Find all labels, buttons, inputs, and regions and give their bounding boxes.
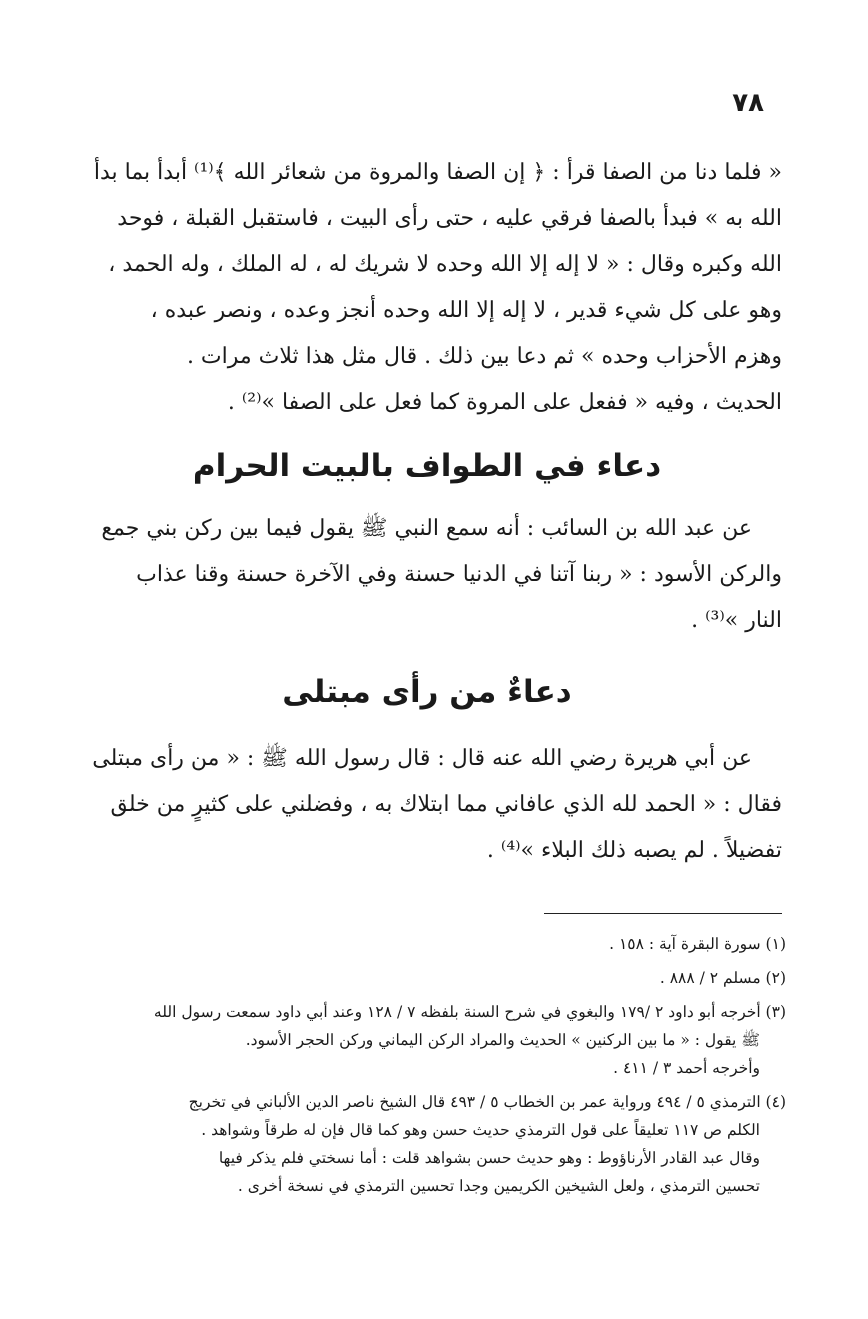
footnotes xyxy=(72,930,786,1206)
section-tawaf xyxy=(72,506,782,644)
footnote-line: ﷺ يقول : « ما بين الركنين » الحديث والمراد الركن اليماني وركن الحجر الأسود. xyxy=(245,1031,760,1049)
footnote-line: (٢) مسلم ٢ / ٨٨٨ . xyxy=(659,969,786,987)
text-line: تفضيلاً . لم يصبه ذلك البلاء »⁽⁴⁾ . xyxy=(486,838,782,863)
page-number: ٧٨ xyxy=(732,88,764,118)
text-line: والركن الأسود : « ربنا آتنا في الدنيا حسنة وفي الآخرة حسنة وقنا عذاب xyxy=(136,562,782,587)
section-afflicted xyxy=(72,736,782,874)
footnote-line: وأخرجه أحمد ٣ / ٤١١ . xyxy=(613,1059,760,1077)
text-line: الله وكبره وقال : « لا إله إلا الله وحده لا شريك له ، له الملك ، وله الحمد ، xyxy=(108,252,782,277)
text-line: الله به » فبدأ بالصفا فرقي عليه ، حتى رأى البيت ، فاستقبل القبلة ، فوحد xyxy=(117,206,782,231)
text-line: النار »⁽³⁾ . xyxy=(691,608,782,633)
main-text xyxy=(72,150,782,874)
text-line: الحديث ، وفيه « ففعل على المروة كما فعل على الصفا »⁽²⁾ . xyxy=(227,390,782,415)
text-line: وهزم الأحزاب وحده » ثم دعا بين ذلك . قال مثل هذا ثلاث مرات . xyxy=(186,344,782,369)
text-line: عن أبي هريرة رضي الله عنه قال : قال رسول الله ﷺ : « من رأى مبتلى xyxy=(92,746,752,771)
footnote-line: تحسين الترمذي ، ولعل الشيخين الكريمين وجدا تحسين الترمذي في نسخة أخرى . xyxy=(237,1177,760,1195)
footnote-line: (٤) الترمذي ٥ / ٤٩٤ ورواية عمر بن الخطاب ٥ / ٤٩٣ قال الشيخ ناصر الدين الألباني في تخريج xyxy=(188,1093,786,1111)
section-heading: دعاءٌ من رأى مبتلى xyxy=(282,674,572,710)
footnote-line: (١) سورة البقرة آية : ١٥٨ . xyxy=(609,935,786,953)
footnote-line: الكلم ص ١١٧ تعليقاً على قول الترمذي حديث حسن وهو كما قال فإن له طرقاً وشواهد . xyxy=(201,1121,760,1139)
section-safa-marwa xyxy=(72,150,782,426)
text-line: وهو على كل شيء قدير ، لا إله إلا الله وحده أنجز وعده ، ونصر عبده ، xyxy=(150,298,782,323)
footnote-3 xyxy=(72,998,786,1082)
footnote-4 xyxy=(72,1088,786,1200)
footnote-divider xyxy=(544,913,782,914)
text-line: عن عبد الله بن السائب : أنه سمع النبي ﷺ يقول فيما بين ركن بني جمع xyxy=(101,516,752,541)
footnote-line: وقال عبد القادر الأرناؤوط : وهو حديث حسن بشواهد قلت : أما نسختي فلم يذكر فيها xyxy=(218,1149,760,1167)
footnote-line: (٣) أخرجه أبو داود ٢ /١٧٩ والبغوي في شرح السنة بلفظه ٧ / ١٢٨ وعند أبي داود سمعت رسول الله xyxy=(153,1003,786,1021)
footnote-1 xyxy=(72,930,786,958)
section-heading: دعاء في الطواف بالبيت الحرام xyxy=(192,448,662,484)
text-line: « فلما دنا من الصفا قرأ : ﴿ إن الصفا والمروة من شعائر الله ﴾⁽¹⁾ أبدأ بما بدأ xyxy=(93,160,782,185)
footnote-2 xyxy=(72,964,786,992)
text-line: فقال : « الحمد لله الذي عافاني مما ابتلاك به ، وفضلني على كثيرٍ من خلق xyxy=(110,792,782,817)
